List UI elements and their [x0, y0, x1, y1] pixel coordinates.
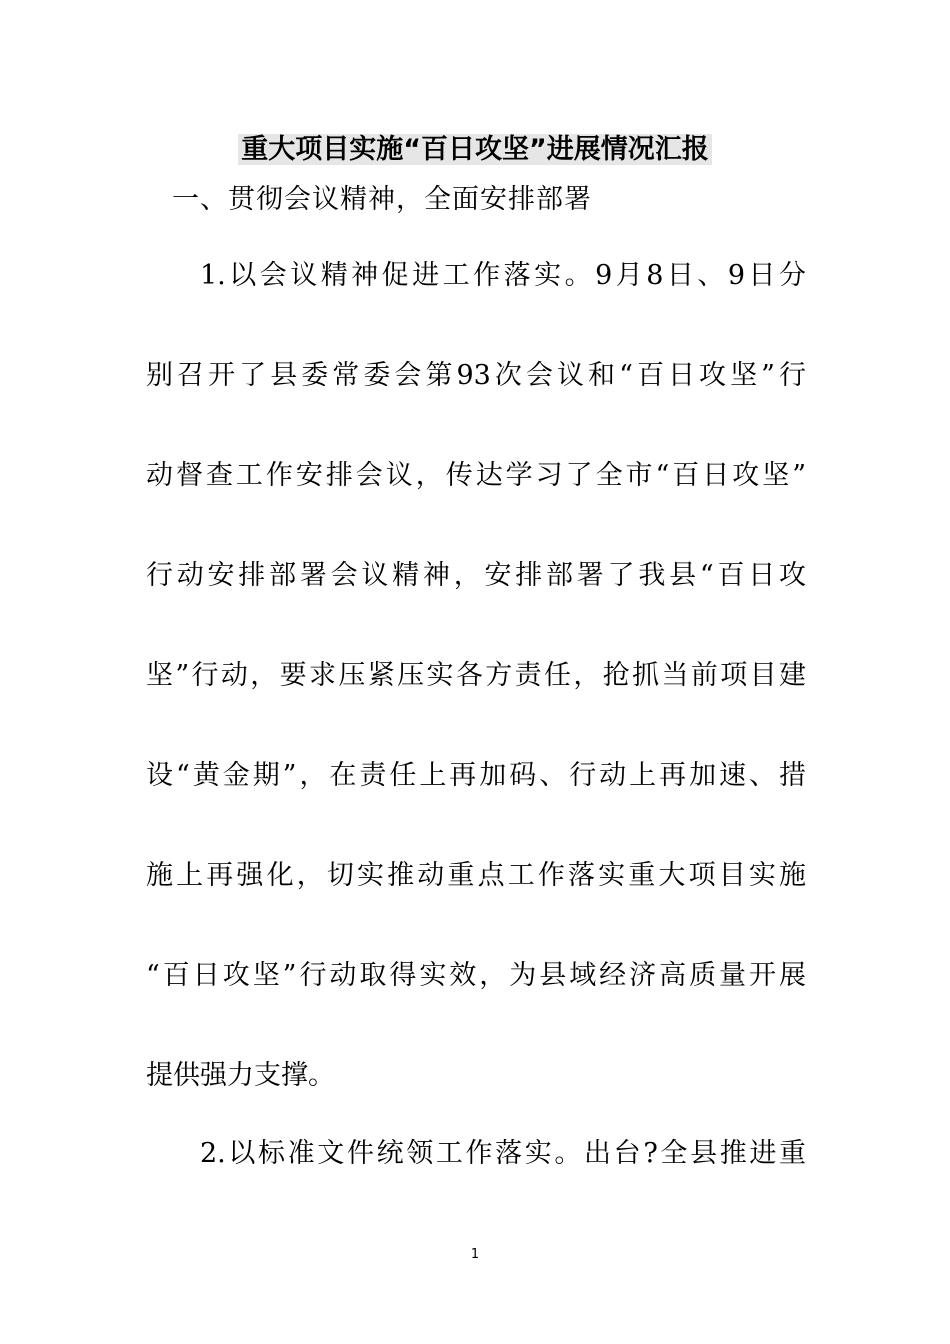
paragraph-line: 坚”行动，要求压紧压实各方责任，抢抓当前项目建	[146, 660, 806, 691]
paragraph-line: 行动安排部署会议精神，安排部署了我县“百日攻	[146, 560, 806, 591]
paragraph-line: 2.以标准文件统领工作落实。出台?全县推进重	[200, 1138, 806, 1169]
paragraph-line: 设“黄金期”，在责任上再加码、行动上再加速、措	[146, 760, 806, 791]
paragraph-line: 施上再强化，切实推动重点工作落实重大项目实施	[146, 860, 806, 891]
document-title-text: 重大项目实施“百日攻坚”进展情况汇报	[238, 134, 712, 165]
paragraph-line: “百日攻坚”行动取得实效，为县域经济高质量开展	[146, 960, 806, 991]
paragraph-line: 提供强力支撑。	[146, 1060, 335, 1091]
paragraph-line: 别召开了县委常委会第93次会议和“百日攻坚”行	[146, 360, 806, 391]
paragraph-line: 1.以会议精神促进工作落实。9月8日、9日分	[200, 260, 806, 291]
document-title	[0, 128, 950, 172]
paragraph-line: 动督查工作安排会议，传达学习了全市“百日攻坚”	[146, 460, 806, 491]
section-heading: 一、贯彻会议精神，全面安排部署	[172, 184, 592, 215]
page-number: 1	[470, 1247, 480, 1262]
